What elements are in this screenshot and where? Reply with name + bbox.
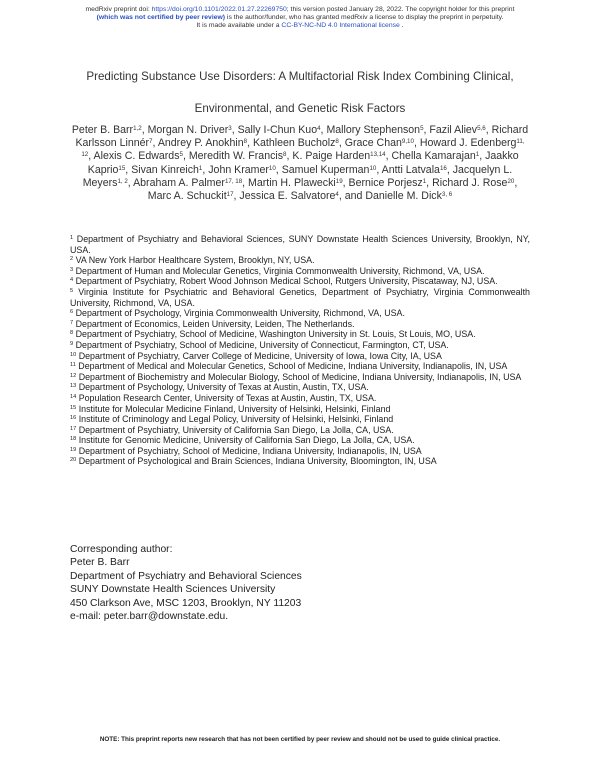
affiliation-number: 12 xyxy=(70,372,77,379)
affiliation-number: 14 xyxy=(70,393,77,400)
author-separator: , xyxy=(152,137,158,150)
author-separator: , xyxy=(202,163,209,176)
author-affiliation-marker: 5 xyxy=(420,125,424,132)
author-name: Danielle M. Dick xyxy=(365,190,442,203)
author-name: Sivan Kinreich xyxy=(131,163,199,176)
author xyxy=(238,124,327,136)
author-name: K. Paige Harden xyxy=(292,150,371,163)
affiliation-item xyxy=(70,308,530,319)
author-separator: , xyxy=(127,176,134,189)
author-separator: , xyxy=(247,137,253,150)
corresponding-email[interactable]: e-mail: peter.barr@downstate.edu. xyxy=(70,610,229,622)
author-affiliation-marker: 4 xyxy=(317,125,321,132)
affiliation-item xyxy=(70,414,530,425)
affiliation-item xyxy=(70,329,530,340)
author xyxy=(345,137,420,149)
affiliation-item xyxy=(70,319,530,330)
affiliation-text: Department of Psychology, University of Texas at Austin, Austin, TX, USA. xyxy=(78,382,369,393)
author-separator: , xyxy=(125,163,132,176)
affiliation-number: 17 xyxy=(70,425,77,432)
author-name: Marc A. Schuckit xyxy=(147,190,227,203)
author-separator: , xyxy=(182,150,189,163)
affiliation-text: Department of Psychology, Virginia Commonwealth University, Richmond, VA, USA. xyxy=(75,308,405,319)
author-affiliation-marker: 20 xyxy=(507,177,515,185)
author-affiliation-marker: 11, 12 xyxy=(81,138,525,159)
author-separator: , xyxy=(275,163,282,176)
affiliation-number: 9 xyxy=(70,340,74,347)
affiliation-item xyxy=(70,276,530,287)
affiliation-number: 1 xyxy=(70,235,74,241)
author-name: Sally I-Chun Kuo xyxy=(237,124,318,136)
author-name: Jacquelyn L. Meyers xyxy=(82,163,513,189)
author-name: Peter B. Barr xyxy=(71,124,134,136)
header-prefix: medRxiv preprint doi: xyxy=(85,6,152,13)
author-name: Bernice Porjesz xyxy=(348,176,423,189)
author-name: Antti Latvala xyxy=(381,163,440,176)
author-affiliation-marker: 7 xyxy=(149,138,153,146)
author-separator: , xyxy=(479,150,486,163)
author xyxy=(382,164,453,176)
author xyxy=(248,177,349,189)
author-affiliation-marker: 1 xyxy=(422,177,427,185)
author xyxy=(429,124,491,136)
corresponding-name: Peter B. Barr xyxy=(70,557,130,569)
paper-title xyxy=(40,70,560,116)
author-affiliation-marker: 16 xyxy=(439,164,447,172)
author xyxy=(253,137,345,149)
author-separator: , xyxy=(320,124,327,136)
corresponding-address: 450 Clarkson Ave, MSC 1203, Brooklyn, NY 11203 xyxy=(70,597,302,609)
author xyxy=(282,164,382,176)
author-name: Fazil Aliev xyxy=(429,124,478,136)
affiliation-text: Department of Psychiatry, Carver College of Medicine, University of Iowa, Iowa City, IA, USA xyxy=(78,350,442,361)
author-affiliation-marker: 8 xyxy=(335,138,339,146)
affiliation-text: Institute for Genomic Medicine, University of California San Diego, La Jolla, CA, USA. xyxy=(78,435,415,446)
affiliation-item xyxy=(70,446,530,457)
author-separator: , xyxy=(446,163,453,176)
author-name: Alexis C. Edwards xyxy=(93,150,180,163)
author xyxy=(148,124,238,136)
author-affiliation-marker: 10 xyxy=(369,164,377,172)
author-name: Andrey P. Anokhin xyxy=(157,137,244,150)
author-affiliation-marker: 1, 2 xyxy=(117,177,128,185)
author-affiliation-marker: 10 xyxy=(268,164,276,172)
author-separator: , and xyxy=(338,190,366,203)
author-separator: , xyxy=(413,137,420,150)
author xyxy=(72,124,148,136)
affiliation-text: Department of Psychiatry, School of Medicine, Indiana University, Indianapolis, IN, USA xyxy=(78,445,422,456)
author-affiliation-marker: 8 xyxy=(283,151,287,159)
author-separator: , xyxy=(485,124,492,136)
affiliation-text: Institute for Molecular Medicine Finland, University of Helsinki, Helsinki, Finland xyxy=(78,403,391,414)
affiliation-number: 7 xyxy=(70,319,74,326)
author xyxy=(326,124,429,136)
author-affiliation-marker: 13,14 xyxy=(370,151,386,159)
author xyxy=(365,190,452,202)
author-affiliation-marker: 1 xyxy=(475,151,480,159)
license-link[interactable]: CC-BY-NC-ND 4.0 International license xyxy=(281,22,400,29)
affiliation-item xyxy=(70,266,530,277)
author-separator: , xyxy=(376,163,382,176)
affiliation-number: 10 xyxy=(70,351,77,358)
author-affiliation-marker: 9,10 xyxy=(401,138,414,146)
author-name: Martin H. Plawecki xyxy=(248,176,336,189)
header-line-1 xyxy=(0,6,600,14)
author xyxy=(392,150,486,162)
affiliation-number: 16 xyxy=(70,415,77,422)
author-separator: , xyxy=(88,150,94,163)
corresponding-author xyxy=(70,543,530,623)
affiliation-text: Department of Psychological and Brain Sciences, Indiana University, Bloomington, IN, USA xyxy=(78,456,437,467)
affiliation-text: Virginia Institute for Psychiatric and Behavioral Genetics, Department of Psychiatry, Virginia Commonwealth University, Richmond, VA, USA. xyxy=(70,286,530,308)
header-posted: ; this version posted January 28, 2022. The copyright holder for this preprint xyxy=(286,6,515,13)
author-separator: , xyxy=(233,190,240,203)
affiliation-text: Department of Psychiatry, School of Medicine, University of Connecticut, Farmington, CT, USA. xyxy=(75,339,449,350)
affiliation-text: Department of Economics, Leiden University, Leiden, The Netherlands. xyxy=(75,318,355,329)
affiliation-number: 18 xyxy=(70,436,77,443)
author-separator: , xyxy=(423,124,430,136)
affiliation-number: 13 xyxy=(70,383,77,390)
header-license-grant: is the author/funder, who has granted medRxiv a license to display the preprint in perpetuity. xyxy=(225,14,504,21)
affiliation-number: 3 xyxy=(70,266,74,273)
author-name: Meredith W. Francis xyxy=(188,150,284,163)
affiliation-text: VA New York Harbor Healthcare System, Brooklyn, NY, USA. xyxy=(75,255,315,266)
affiliation-item xyxy=(70,287,530,308)
author-separator: , xyxy=(385,150,392,163)
author-name: Kathleen Bucholz xyxy=(252,137,336,150)
author-name: John Kramer xyxy=(208,163,269,176)
peer-review-note: NOTE: This preprint reports new research that has not been certified by peer review and should not be used to guide clinical practice. xyxy=(99,736,501,743)
affiliation-text: Population Research Center, University of Texas at Austin, Austin, TX, USA. xyxy=(78,392,377,403)
title-line-2: Environmental, and Genetic Risk Factors xyxy=(194,102,406,115)
author-name: Grace Chan xyxy=(344,137,402,150)
author-separator: , xyxy=(141,124,148,136)
affiliation-text: Department of Psychiatry and Behavioral Sciences, SUNY Downstate Health Sciences University, Brooklyn, NY, USA. xyxy=(70,234,531,255)
author xyxy=(208,164,281,176)
affiliation-number: 20 xyxy=(70,457,77,464)
affiliation-number: 6 xyxy=(70,309,74,316)
author-affiliation-marker: 1,2 xyxy=(133,125,142,132)
author xyxy=(131,164,208,176)
author xyxy=(148,190,240,202)
author-separator: , xyxy=(426,176,433,189)
affiliation-item xyxy=(70,372,530,383)
affiliation-item xyxy=(70,435,530,446)
author-name: Richard J. Rose xyxy=(432,176,508,189)
author-affiliation-marker: 5 xyxy=(179,151,183,159)
author xyxy=(158,137,253,149)
affiliation-text: Department of Psychiatry, Robert Wood Johnson Medical School, Rutgers University, Piscataway, NJ, USA. xyxy=(75,276,498,287)
affiliation-item xyxy=(70,393,530,404)
author-separator: , xyxy=(514,176,518,189)
affiliation-item xyxy=(70,255,530,266)
author-name: Samuel Kuperman xyxy=(281,163,370,176)
header-certified-note: (which was not certified by peer review) xyxy=(96,14,226,21)
author xyxy=(349,177,433,189)
author xyxy=(239,190,365,202)
header-line-3 xyxy=(0,22,600,30)
header-available: It is made available under a xyxy=(196,22,282,29)
doi-link[interactable]: https://doi.org/10.1101/2022.01.27.22269750 xyxy=(151,6,287,13)
author-affiliation-marker: 4 xyxy=(335,191,339,199)
preprint-header xyxy=(0,6,600,30)
author-affiliation-marker: 5,6 xyxy=(477,125,486,132)
affiliation-number: 15 xyxy=(70,404,77,411)
author-name: Morgan N. Driver xyxy=(147,124,229,136)
affiliation-number: 2 xyxy=(70,256,74,263)
affiliation-list xyxy=(70,234,530,467)
affiliation-item xyxy=(70,351,530,362)
affiliation-item xyxy=(70,340,530,351)
author-separator: , xyxy=(242,176,249,189)
author xyxy=(292,150,391,162)
title-line-1: Predicting Substance Use Disorders: A Multifactorial Risk Index Combining Clinical, xyxy=(86,70,514,83)
author-affiliation-marker: 8 xyxy=(243,138,248,146)
author-separator: , xyxy=(338,137,345,150)
author xyxy=(432,177,517,189)
affiliation-text: Institute of Criminology and Legal Policy, University of Helsinki, Helsinki, Finland xyxy=(78,414,394,425)
author-name: Abraham A. Palmer xyxy=(133,176,225,189)
author-name: Richard Karlsson Linnér xyxy=(75,124,529,150)
author-affiliation-marker: 3, 6 xyxy=(441,191,453,199)
author-affiliation-marker: 1 xyxy=(198,164,203,172)
author-name: Jessica E. Salvatore xyxy=(239,190,336,203)
author-list xyxy=(70,124,530,203)
author xyxy=(94,150,189,162)
affiliation-item xyxy=(70,425,530,436)
author-affiliation-marker: 19 xyxy=(335,177,343,185)
affiliation-item xyxy=(70,456,530,467)
author-name: Mallory Stephenson xyxy=(326,124,421,136)
author-name: Jaakko Kaprio xyxy=(87,150,519,176)
author xyxy=(133,177,248,189)
affiliation-item xyxy=(70,234,530,255)
author-separator: , xyxy=(342,176,349,189)
affiliation-number: 19 xyxy=(70,446,77,453)
author xyxy=(189,150,293,162)
affiliation-text: Department of Human and Molecular Genetics, Virginia Commonwealth University, Richmond, VA, USA. xyxy=(75,265,485,276)
affiliation-number: 11 xyxy=(70,362,76,369)
affiliation-text: Department of Psychiatry, University of California San Diego, La Jolla, CA, USA. xyxy=(78,424,394,435)
corresponding-department: Department of Psychiatry and Behavioral Sciences xyxy=(70,570,302,582)
author-affiliation-marker: 17, 18 xyxy=(224,177,243,185)
corresponding-heading: Corresponding author: xyxy=(70,544,173,555)
author-affiliation-marker: 3 xyxy=(228,125,232,132)
header-line-2 xyxy=(0,14,600,22)
author-separator: , xyxy=(286,150,293,163)
affiliation-text: Department of Psychiatry, School of Medicine, Washington University in St. Louis, St Louis, MO, USA. xyxy=(75,329,476,340)
affiliation-number: 4 xyxy=(70,277,74,284)
author-separator: , xyxy=(231,124,238,136)
header-end: . xyxy=(399,22,404,29)
affiliation-text: Department of Medical and Molecular Genetics, School of Medicine, Indiana University, Indianapolis, IN, USA xyxy=(78,361,508,372)
affiliation-item xyxy=(70,404,530,415)
affiliation-item xyxy=(70,382,530,393)
author-name: Chella Kamarajan xyxy=(391,150,476,163)
affiliation-text: Department of Biochemistry and Molecular Biology, School of Medicine, Indiana University, Indianapolis, IN, USA xyxy=(78,371,522,382)
author-name: Howard J. Edenberg xyxy=(419,137,517,150)
affiliation-number: 8 xyxy=(70,330,74,337)
corresponding-institution: SUNY Downstate Health Sciences University xyxy=(70,584,276,596)
affiliation-number: 5 xyxy=(70,287,74,294)
author-affiliation-marker: 17 xyxy=(226,191,234,199)
affiliation-item xyxy=(70,361,530,372)
author-affiliation-marker: 15 xyxy=(118,164,126,172)
